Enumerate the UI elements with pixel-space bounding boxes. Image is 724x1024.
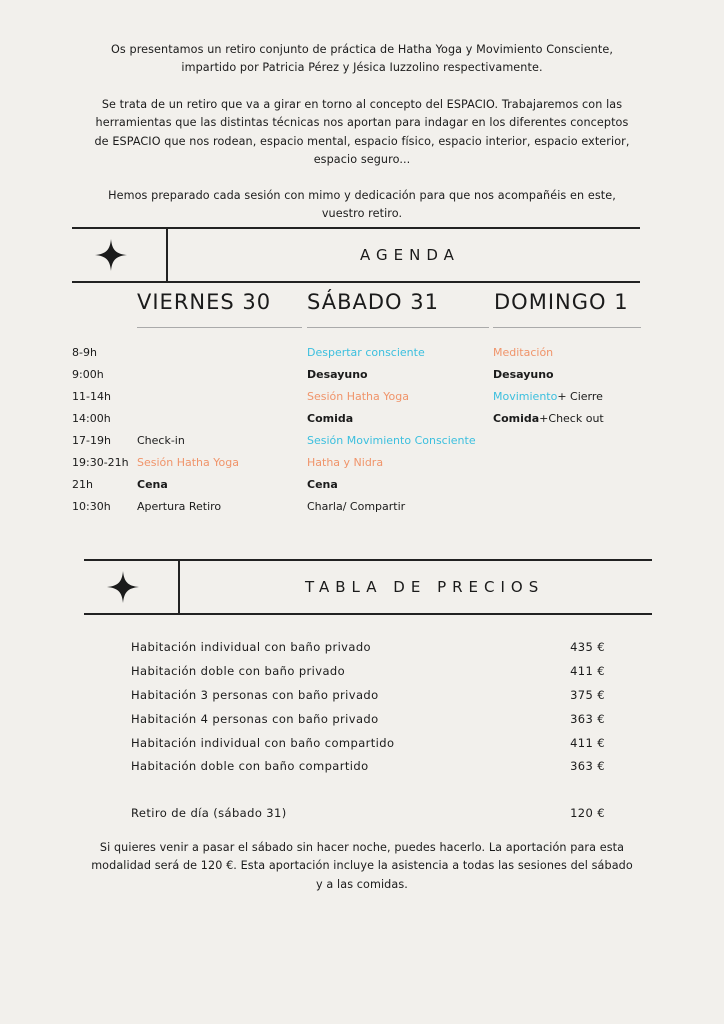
agenda-fri-item: Sesión Hatha Yoga (137, 456, 239, 469)
agenda-time: 17-19h (72, 434, 111, 447)
agenda-sat-item: Cena (307, 478, 338, 491)
agenda-time: 11-14h (72, 390, 111, 403)
day-underline (137, 327, 302, 328)
agenda-time: 21h (72, 478, 93, 491)
agenda-time: 8-9h (72, 346, 97, 359)
price-label: Habitación doble con baño privado (131, 664, 346, 678)
agenda-time: 9:00h (72, 368, 104, 381)
day-saturday: SÁBADO 31 (307, 290, 439, 314)
prices-title: TABLA DE PRECIOS (305, 578, 545, 596)
agenda-sat-item: Despertar consciente (307, 346, 425, 359)
agenda-fri-item: Cena (137, 478, 168, 491)
price-label: Habitación 3 personas con baño privado (131, 688, 379, 702)
note-line: y a las comidas. (316, 877, 408, 891)
agenda-time: 14:00h (72, 412, 111, 425)
intro-paragraph-3 (60, 187, 664, 224)
agenda-sun-item (493, 412, 604, 425)
note-line: Si quieres venir a pasar el sábado sin hacer noche, puedes hacerlo. La aportación para esta (99, 841, 625, 854)
intro-line: herramientas que las distintas técnicas nos aportan para indagar en los diferentes conceptos (95, 116, 629, 130)
intro-paragraph-1 (60, 41, 664, 78)
agenda-sat-item: Hatha y Nidra (307, 456, 384, 469)
agenda-sat-item: Comida (307, 412, 354, 425)
four-point-star-icon (94, 238, 128, 272)
agenda-sun-item: Desayuno (493, 368, 554, 381)
intro-paragraph-2 (60, 96, 664, 170)
agenda-top-divider (72, 227, 640, 229)
agenda-sun-item-rest: +Check out (539, 412, 604, 425)
price-amount: 120 € (570, 806, 605, 820)
agenda-sat-item: Sesión Hatha Yoga (307, 390, 409, 403)
intro-line: vuestro retiro. (321, 207, 403, 221)
day-sunday: DOMINGO 1 (494, 290, 629, 314)
price-amount: 363 € (570, 712, 605, 726)
agenda-vertical-divider (166, 227, 168, 282)
four-point-star-icon (106, 570, 140, 604)
price-label: Habitación individual con baño compartido (131, 736, 395, 750)
agenda-time: 10:30h (72, 500, 111, 513)
agenda-sun-item-highlight: Comida (493, 412, 540, 425)
intro-line: espacio seguro... (313, 153, 411, 167)
price-amount: 375 € (570, 688, 605, 702)
agenda-sun-item: Meditación (493, 346, 554, 359)
intro-line: de ESPACIO que nos rodean, espacio mental, espacio físico, espacio interior, espacio exterior, (94, 134, 630, 148)
agenda-time: 19:30-21h (72, 456, 129, 469)
intro-line: Se trata de un retiro que va a girar en torno al concepto del ESPACIO. Trabajaremos con las (101, 98, 623, 111)
agenda-sun-item-highlight: Movimiento (493, 390, 558, 403)
day-underline (493, 327, 641, 328)
agenda-bottom-divider (72, 281, 640, 283)
price-label: Habitación doble con baño compartido (131, 759, 369, 773)
price-label: Retiro de día (sábado 31) (131, 806, 287, 820)
agenda-sun-item-rest: + Cierre (557, 390, 603, 403)
agenda-fri-item: Check-in (137, 434, 185, 447)
agenda-sun-item (493, 390, 603, 403)
intro-line: Os presentamos un retiro conjunto de práctica de Hatha Yoga y Movimiento Consciente, (111, 43, 613, 56)
price-amount: 411 € (570, 664, 605, 678)
note-line: modalidad será de 120 €. Esta aportación incluye la asistencia a todas las sesiones del sábado (91, 859, 633, 873)
price-label: Habitación 4 personas con baño privado (131, 712, 379, 726)
price-amount: 363 € (570, 759, 605, 773)
agenda-fri-item: Apertura Retiro (137, 500, 222, 513)
agenda-sat-item: Charla/ Compartir (307, 500, 406, 513)
agenda-sat-item: Sesión Movimiento Consciente (307, 434, 476, 447)
prices-vertical-divider (178, 559, 180, 614)
price-amount: 411 € (570, 736, 605, 750)
agenda-sat-item: Desayuno (307, 368, 368, 381)
day-friday: VIERNES 30 (137, 290, 272, 314)
day-retreat-note (40, 839, 684, 894)
price-amount: 435 € (570, 640, 605, 654)
day-underline (307, 327, 489, 328)
prices-bottom-divider (84, 613, 652, 615)
prices-top-divider (84, 559, 652, 561)
price-label: Habitación individual con baño privado (131, 640, 371, 654)
agenda-title: AGENDA (360, 246, 460, 264)
intro-line: Hemos preparado cada sesión con mimo y dedicación para que nos acompañéis en este, (108, 189, 616, 202)
intro-line: impartido por Patricia Pérez y Jésica Iuzzolino respectivamente. (181, 61, 543, 75)
